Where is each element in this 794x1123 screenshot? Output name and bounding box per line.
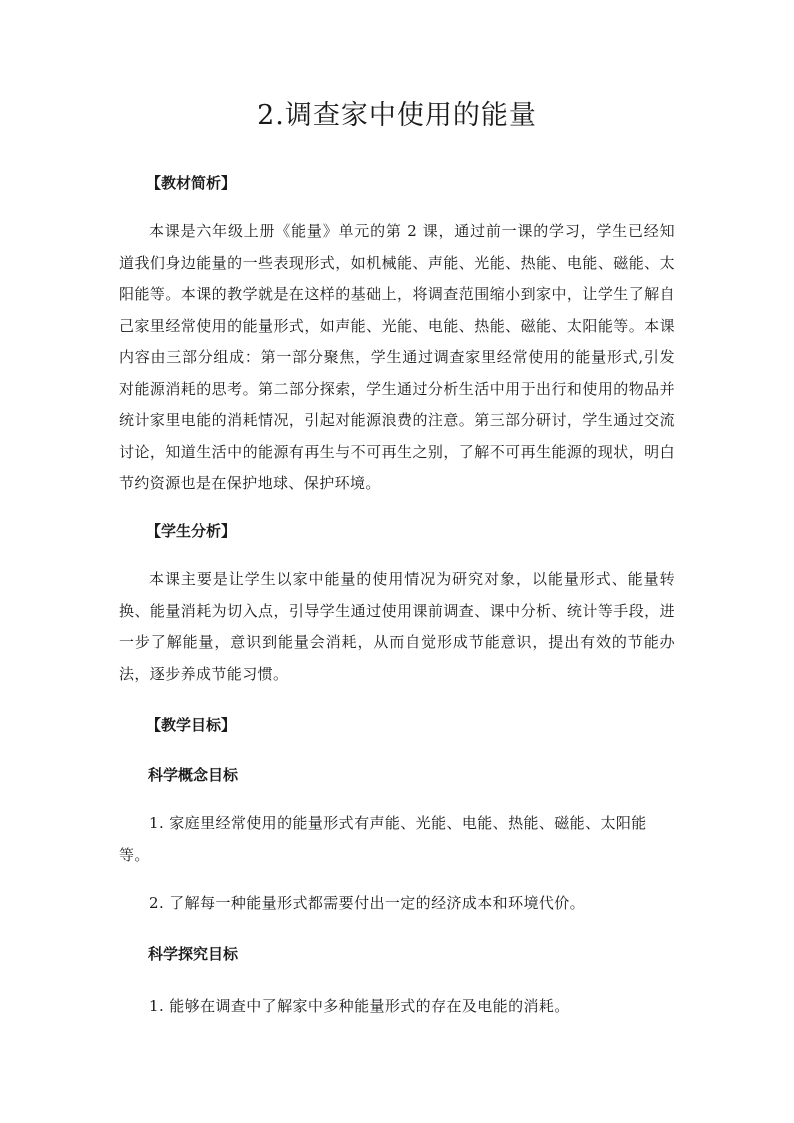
section-heading-student-analysis: 【学生分析】 <box>146 522 237 540</box>
section-heading-textbook-analysis: 【教材简析】 <box>146 174 237 192</box>
subheading-science-inquiry-goals: 科学探究目标 <box>148 945 239 963</box>
paragraph-student-analysis: 本课主要是让学生以家中能量的使用情况为研究对象，以能量形式、能量转换、能量消耗为切入点，引导学生通过使用课前调查、课中分析、统计等手段，进一步了解能量，意识到能量会消耗，从而自觉形成节能意识，提出有效的节能办法，逐步养成节能习惯。 <box>119 570 675 683</box>
list-item-inquiry-1: 1. 能够在调查中了解家中多种能量形式的存在及电能的消耗。 <box>149 997 570 1015</box>
section-heading-teaching-goals: 【教学目标】 <box>146 716 237 734</box>
list-item-concept-1: 1. 家庭里经常使用的能量形式有声能、光能、电能、热能、磁能、太阳能等。 <box>119 814 647 864</box>
list-item-concept-2: 2. 了解每一种能量形式都需要付出一定的经济成本和环境代价。 <box>149 894 586 912</box>
paragraph-textbook-analysis: 本课是六年级上册《能量》单元的第 2 课，通过前一课的学习，学生已经知道我们身边能量的一些表现形式，如机械能、声能、光能、热能、电能、磁能、太阳能等。本课的教学就是在这样的基础上，将调查范围缩小到家中，让学生了解自己家里经常使用的能量形式，如声能、光能、电能、热能、磁能、太阳能等。本课内容由三部分组成：第一部分聚焦，学生通过调查家里经常使用的能量形式,引发对能源消耗的思考。第二部分探索，学生通过分析生活中用于出行和使用的物品并统计家里电能的消耗情况，引起对能源浪费的注意。第三部分研讨，学生通过交流讨论，知道生活中的能源有再生与不可再生之别，了解不可再生能源的现状，明白节约资源也是在保护地球、保护环境。 <box>119 222 675 492</box>
subheading-science-concept-goals: 科学概念目标 <box>148 766 239 784</box>
page-title: 2.调查家中使用的能量 <box>257 100 537 131</box>
